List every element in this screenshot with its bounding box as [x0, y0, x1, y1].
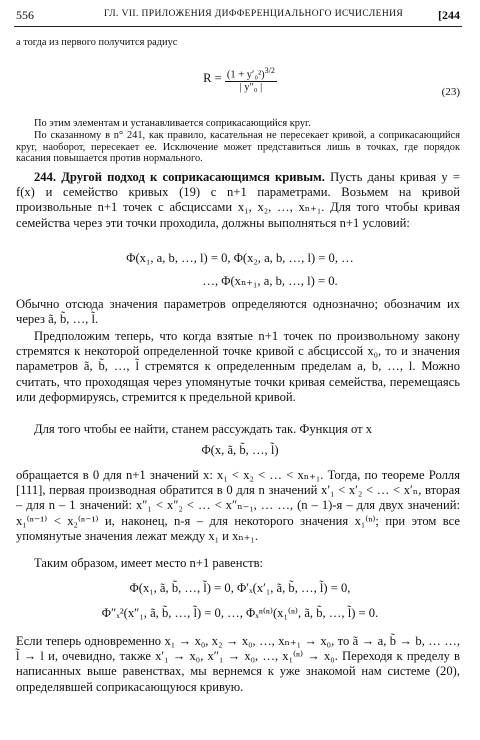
section-number: [244	[438, 8, 460, 22]
chapter-title: ГЛ. VII. ПРИЛОЖЕНИЯ ДИФФЕРЕНЦИАЛЬНОГО ИСЧИСЛЕНИЯ	[104, 9, 404, 19]
formula-equalities-line-1: Φ(x₁, ã, b̃, …, l̃) = 0, Φ′ₓ(x′₁, ã, b̃, …, l̃) = 0,	[129, 581, 351, 595]
formula-23-exponent: 3/2	[264, 66, 275, 75]
formula-23-denominator: | y″₀ |	[239, 81, 263, 93]
formula-23	[0, 66, 480, 93]
paragraph-5: обращается в 0 для n+1 значений x: x₁ < x₂ < … < xₙ₊₁. Тогда, по теореме Ролля [111], первая производная обратится в 0 для n значений x′₁ < x′₂ < … < x′ₙ, вторая – для n – 1 значений: x″₁ < x″₂ < … < x″ₙ₋₁, … …, (n – 1)-я – для двух значений: x₁⁽ⁿ⁻¹⁾ < x₂⁽ⁿ⁻¹⁾ и, наконец, n-я – для некоторого значения x₁⁽ⁿ⁾; при этом все упомянутые значения лежат между x₁ и xₙ₊₁.	[16, 468, 460, 543]
header-rule	[14, 26, 462, 27]
formula-equalities-line-2: Φ″ₓ²(x″₁, ã, b̃, …, l̃) = 0, …, Φₓⁿ⁽ⁿ⁾(x₁⁽ⁿ⁾, ã, b̃, …, l̃) = 0.	[101, 606, 379, 620]
paragraph-2: Обычно отсюда значения параметров определяются однозначно; обозначим их через ã, b̃, …, l̃.	[16, 297, 460, 327]
paragraph-6: Таким образом, имеет место n+1 равенств:	[34, 556, 264, 570]
small-paragraph-2: По сказанному в n° 241, как правило, касательная не пересекает кривой, а соприкасающийся круг, наоборот, пересекает ее. Исключение может представиться лишь в точках, где порядок касания повышается против нормального.	[16, 130, 460, 165]
paragraph-4: Для того чтобы ее найти, станем рассуждать так. Функция от x	[34, 422, 373, 436]
small-paragraph-1: По этим элементам и устанавливается соприкасающийся круг.	[34, 118, 311, 129]
formula-23-lhs: R =	[203, 71, 222, 86]
formula-conditions-line-1: Φ(x₁, a, b, …, l) = 0, Φ(x₂, a, b, …, l) = 0, …	[126, 251, 354, 265]
formula-23-numerator: (1 + y′₀²)	[226, 69, 265, 81]
formula-23-fraction	[225, 66, 277, 93]
page-number: 556	[16, 8, 34, 22]
equation-number-23: (23)	[441, 86, 460, 98]
intro-line: а тогда из первого получится радиус	[16, 37, 178, 48]
formula-conditions-line-2: …, Φ(xₙ₊₁, a, b, …, l) = 0.	[202, 274, 338, 288]
paragraph-1: Пусть даны кривая y = f(x) и семейство кривых (19) с n+1 параметрами. Возьмем на кривой произвольные n+1 точек с абсциссами x₁, x₂, …, xₙ₊₁. Для того чтобы кривая семейства через эти точки проходила, должны выполняться n+1 условий:	[16, 170, 460, 230]
running-header	[16, 8, 460, 26]
paragraph-7: Если теперь одновременно x₁ → x₀, x₂ → x₀, …, xₙ₊₁ → x₀, то ã → a, b̃ → b, … …, l̃ → l и, очевидно, также x′₁ → x₀, x″₁ → x₀, …, x₁⁽ⁿ⁾ → x₀. Переходя к пределу в написанных выше равенствах, мы вернемся к уже знакомой нам системе (20), определявшей соприкасающуюся кривую.	[16, 634, 460, 694]
paragraph-3: Предположим теперь, что когда взятые n+1 точек по произвольному закону стремятся к некоторой определенной точке кривой с абсциссой x₀, то и значения параметров ã, b̃, …, l̃ стремятся к определенным пределам a, b, …, l. Можно считать, что проходящая через упомянутые точки кривая семейства, перемещаясь или деформируясь, стремится к предельной кривой.	[16, 329, 460, 404]
section-heading: 244. Другой подход к соприкасающимся кривым.	[34, 170, 325, 184]
formula-function: Φ(x, ã, b̃, …, l̃)	[201, 443, 279, 457]
section-244-paragraph	[16, 170, 460, 231]
